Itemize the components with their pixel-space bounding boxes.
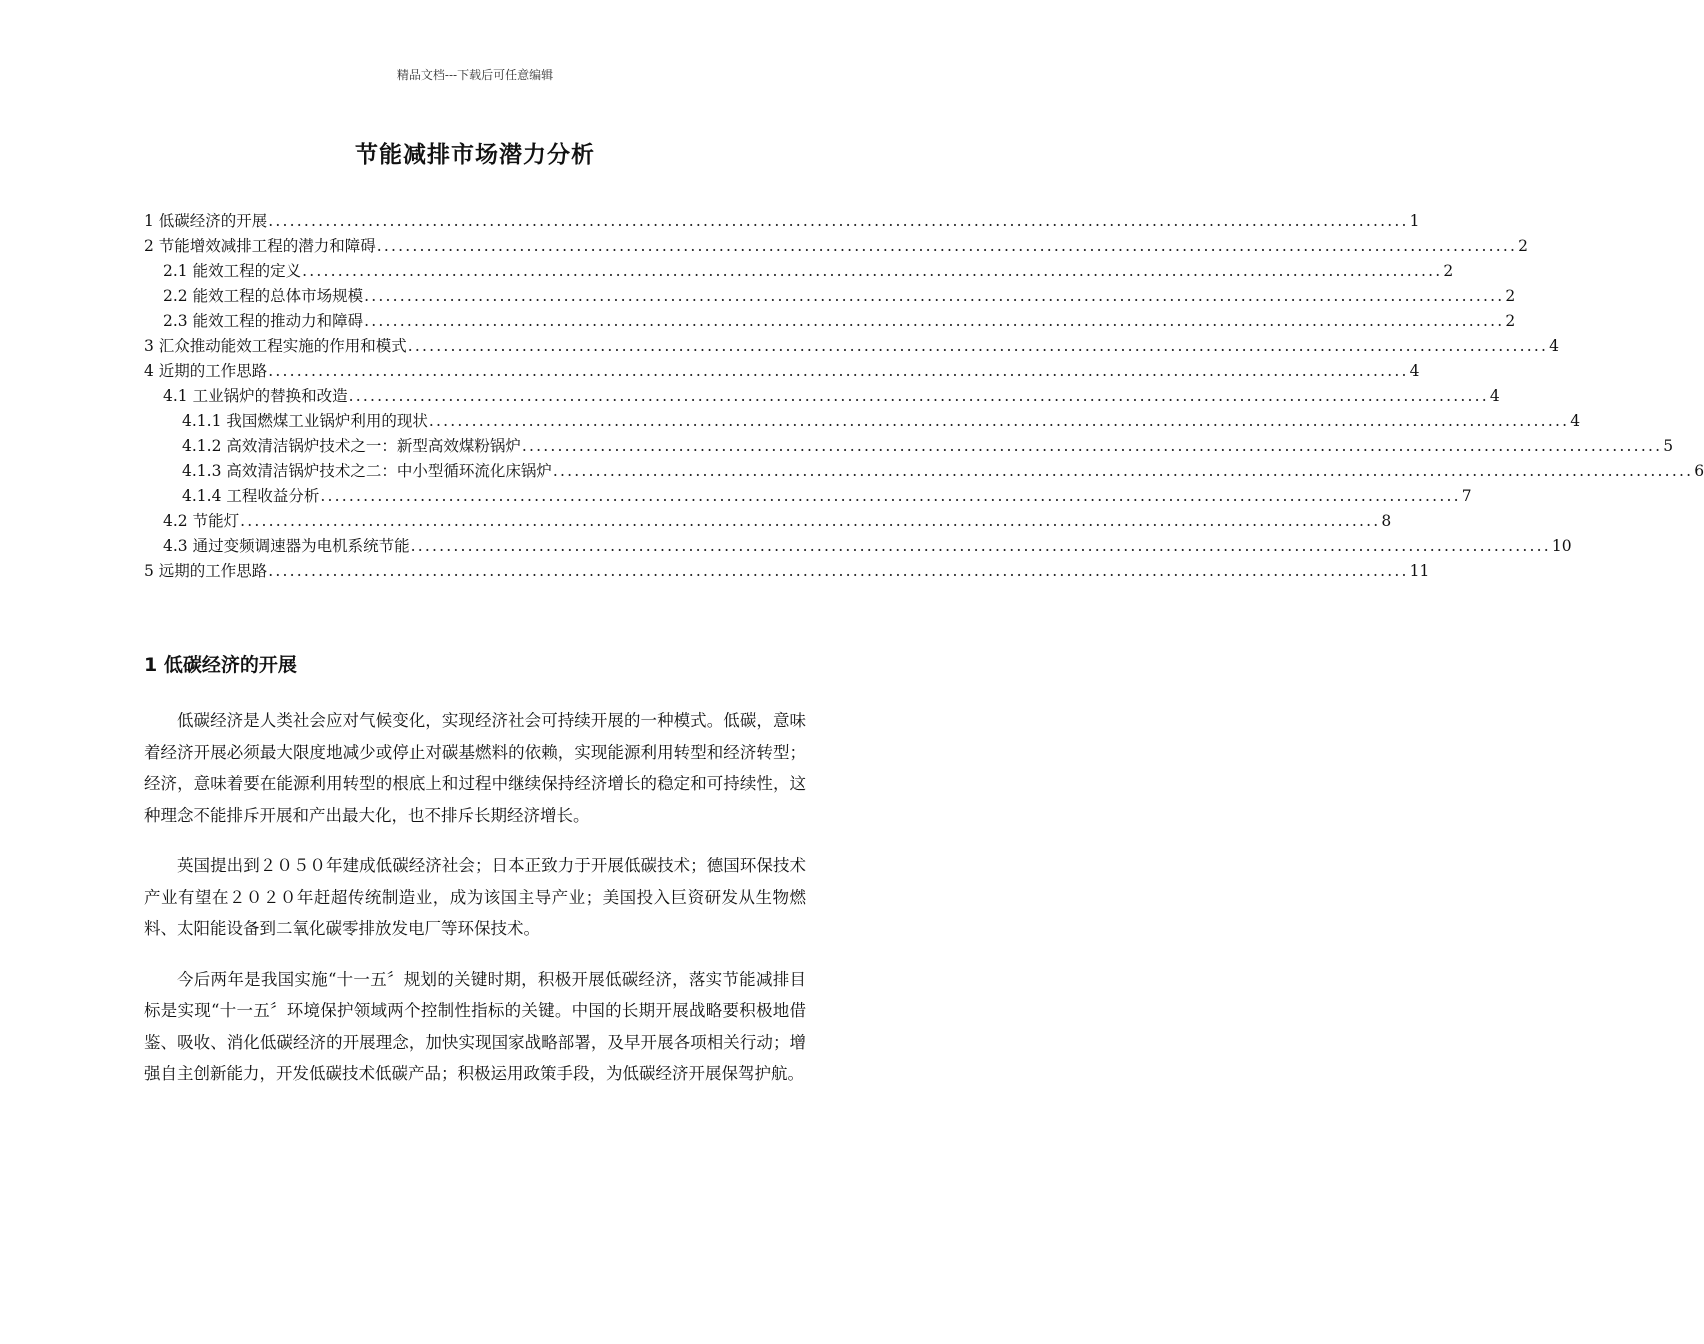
toc-entry-page: 2 [1505, 287, 1516, 305]
toc-entry[interactable] [144, 434, 1674, 459]
toc-entry[interactable] [144, 484, 1472, 509]
toc-entry[interactable] [144, 384, 1500, 409]
toc-leader-dots: ................................................................................................................................................................ [364, 287, 1505, 305]
toc-entry[interactable] [144, 284, 1516, 309]
toc-entry[interactable] [144, 209, 1420, 234]
toc-entry[interactable] [144, 334, 1559, 359]
toc-entry-page: 1 [1409, 212, 1420, 230]
section-heading: 1 低碳经济的开展 [144, 654, 297, 676]
toc-leader-dots: ................................................................................................................................................................ [268, 362, 1409, 380]
toc-leader-dots: ................................................................................................................................................................ [376, 237, 1518, 255]
toc-entry-page: 7 [1461, 487, 1472, 505]
toc-entry-label: 2.2 能效工程的总体市场规模 [163, 287, 364, 305]
toc-entry[interactable] [144, 459, 1704, 484]
body-paragraph: 英国提出到２０５０年建成低碳经济社会；日本正致力于开展低碳技术；德国环保技术产业有望在２０２０年赶超传统制造业，成为该国主导产业；美国投入巨资研发从生物燃料、太阳能设备到二氧化碳零排放发电厂等环保技术。 [144, 856, 806, 938]
document-title: 节能减排市场潜力分析 [355, 142, 595, 168]
toc-leader-dots: ................................................................................................................................................................ [521, 437, 1663, 455]
body-paragraph: 低碳经济是人类社会应对气候变化，实现经济社会可持续开展的一种模式。低碳，意味着经济开展必须最大限度地减少或停止对碳基燃料的依赖，实现能源利用转型和经济转型；经济，意味着要在能源利用转型的根底上和过程中继续保持经济增长的稳定和可持续性，这种理念不能排斥开展和产出最大化，也不排斥长期经济增长。 [144, 711, 806, 825]
toc-entry[interactable] [144, 559, 1430, 584]
toc-entry-page: 8 [1381, 512, 1392, 530]
toc-entry-label: 2.3 能效工程的推动力和障碍 [163, 312, 364, 330]
toc-leader-dots: ................................................................................................................................................................ [268, 562, 1409, 580]
toc-entry[interactable] [144, 259, 1454, 284]
toc-leader-dots: ................................................................................................................................................................ [320, 487, 1461, 505]
toc-entry-page: 2 [1518, 237, 1528, 255]
toc-entry[interactable] [144, 409, 1581, 434]
toc-leader-dots: ................................................................................................................................................................ [428, 412, 1570, 430]
toc-entry[interactable] [144, 359, 1420, 384]
toc-entry-label: 2 节能增效减排工程的潜力和障碍 [144, 237, 376, 255]
toc-entry-page: 11 [1409, 562, 1430, 580]
toc-entry[interactable] [144, 509, 1392, 534]
toc-entry-page: 5 [1663, 437, 1674, 455]
page-header-note: 精品文档---下载后可任意编辑 [396, 68, 554, 82]
toc-entry-label: 4.1 工业锅炉的替换和改造 [163, 387, 348, 405]
toc-entry-page: 4 [1409, 362, 1420, 380]
toc-entry-label: 4.1.3 高效清洁锅炉技术之二：中小型循环流化床锅炉 [182, 462, 552, 480]
toc-entry[interactable] [144, 309, 1516, 334]
toc-leader-dots: ................................................................................................................................................................ [348, 387, 1489, 405]
toc-entry[interactable] [144, 534, 1572, 559]
toc-leader-dots: ................................................................................................................................................................ [240, 512, 1381, 530]
toc-entry-label: 5 远期的工作思路 [144, 562, 268, 580]
toc-leader-dots: ................................................................................................................................................................ [410, 537, 1551, 555]
toc-entry-label: 4.1.4 工程收益分析 [182, 487, 320, 505]
toc-entry-page: 4 [1570, 412, 1581, 430]
body-paragraph: 今后两年是我国实施“十一五〞规划的关键时期，积极开展低碳经济，落实节能减排目标是实现“十一五〞环境保护领域两个控制性指标的关键。中国的长期开展战略要积极地借鉴、吸收、消化低碳经济的开展理念，加快实现国家战略部署，及早开展各项相关行动；增强自主创新能力，开发低碳技术低碳产品；积极运用政策手段，为低碳经济开展保驾护航。 [144, 969, 806, 1083]
toc-entry-page: 2 [1505, 312, 1516, 330]
toc-entry-page: 10 [1551, 537, 1572, 555]
toc-entry-label: 4.1.2 高效清洁锅炉技术之一：新型高效煤粉锅炉 [182, 437, 521, 455]
toc-entry[interactable] [144, 234, 1528, 259]
toc-entry-label: 4.2 节能灯 [163, 512, 240, 530]
toc-entry-label: 1 低碳经济的开展 [144, 212, 268, 230]
section-body [144, 705, 806, 1109]
toc-leader-dots: ................................................................................................................................................................ [302, 262, 1443, 280]
toc-entry-label: 3 汇众推动能效工程实施的作用和模式 [144, 337, 407, 355]
toc-leader-dots: ................................................................................................................................................................ [364, 312, 1505, 330]
table-of-contents [144, 209, 1704, 584]
toc-entry-page: 4 [1549, 337, 1559, 355]
toc-entry-label: 2.1 能效工程的定义 [163, 262, 302, 280]
toc-leader-dots: ................................................................................................................................................................ [407, 337, 1549, 355]
toc-entry-label: 4.1.1 我国燃煤工业锅炉利用的现状 [182, 412, 428, 430]
toc-entry-label: 4.3 通过变频调速器为电机系统节能 [163, 537, 410, 555]
toc-leader-dots: ................................................................................................................................................................ [552, 462, 1694, 480]
toc-entry-page: 4 [1489, 387, 1500, 405]
toc-entry-label: 4 近期的工作思路 [144, 362, 268, 380]
toc-leader-dots: ................................................................................................................................................................ [268, 212, 1409, 230]
toc-entry-page: 2 [1443, 262, 1454, 280]
toc-entry-page: 6 [1694, 462, 1704, 480]
